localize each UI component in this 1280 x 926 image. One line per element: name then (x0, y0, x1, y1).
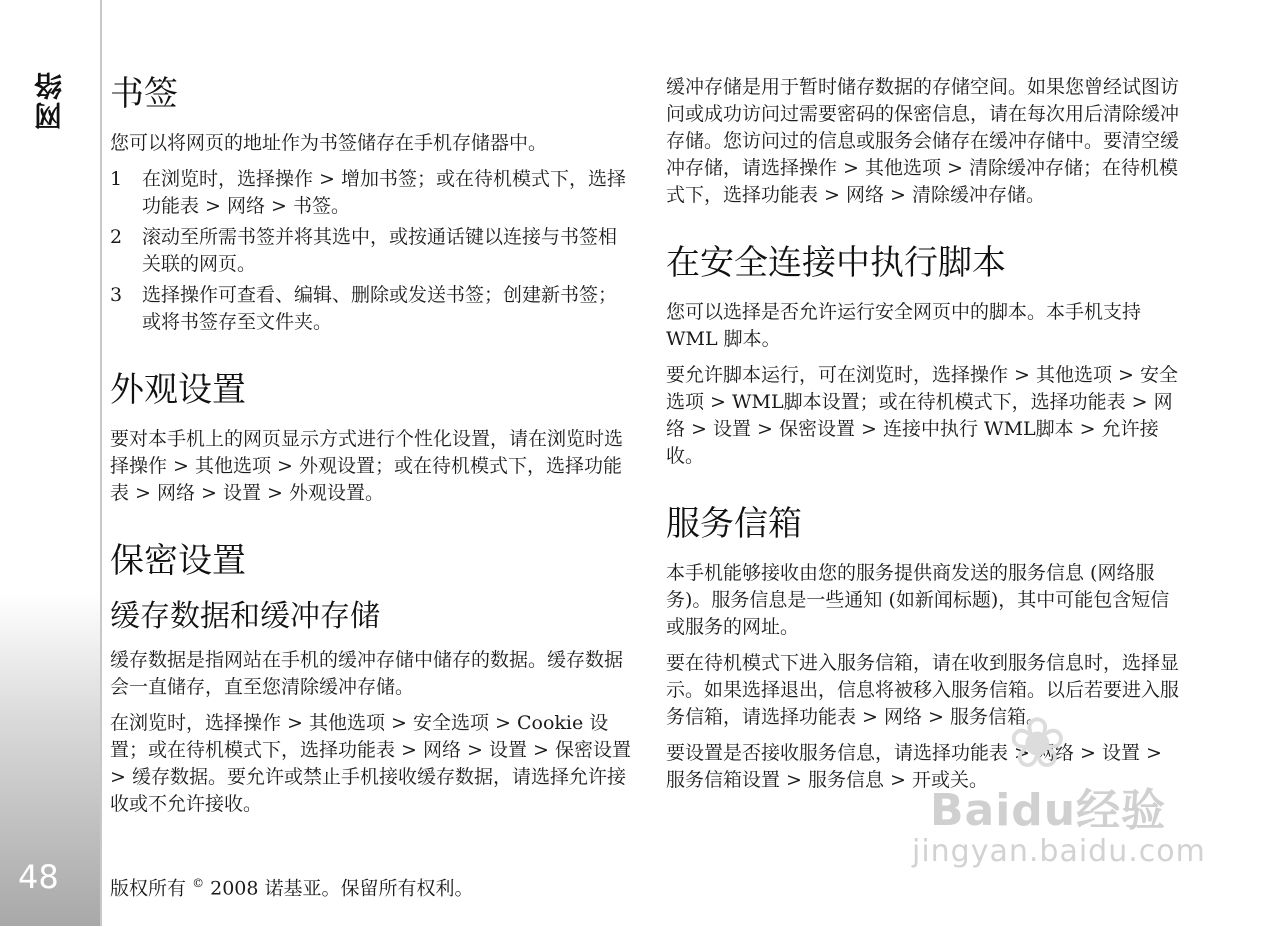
page-number: 48 (18, 858, 59, 896)
bookmarks-intro: 您可以将网页的地址作为书签储存在手机存储器中。 (110, 132, 548, 154)
security-heading: 保密设置 (110, 541, 246, 581)
copyright-symbol: © (192, 876, 205, 890)
cache-subheading: 缓存数据和缓冲存储 (110, 599, 380, 634)
step-text: 选择操作可查看、编辑、删除或发送书签；创建新书签；或将书签存至文件夹。 (142, 284, 618, 333)
left-column (110, 70, 635, 827)
scripts-heading: 在安全连接中执行脚本 (666, 243, 1006, 283)
scripts-paragraph-2: 要允许脚本运行，可在浏览时，选择操作 > 其他选项 > 安全选项 > WML脚本设置；或在待机模式下，选择功能表 > 网络 > 设置 > 保密设置 > 连接中执行 WML脚本 > 允许接收。 (666, 364, 1178, 467)
step-text: 在浏览时，选择操作 > 增加书签；或在待机模式下，选择功能表 > 网络 > 书签。 (142, 168, 627, 217)
copyright-prefix: 版权所有 (110, 877, 187, 900)
list-item (110, 224, 635, 278)
paw-icon: ❀ (1008, 702, 1067, 784)
bookmarks-steps (110, 166, 635, 336)
right-column (666, 74, 1186, 803)
step-text: 滚动至所需书签并将其选中，或按通话键以连接与书签相关联的网页。 (142, 226, 618, 275)
inbox-paragraph-3: 要设置是否接收服务信息，请选择功能表 > 网络 > 设置 > 服务信箱设置 > 服务信息 > 开或关。 (666, 742, 1162, 791)
copyright-text: 2008 诺基亚。保留所有权利。 (210, 877, 474, 900)
appearance-heading: 外观设置 (110, 370, 246, 410)
copyright (110, 870, 474, 902)
inbox-heading: 服务信箱 (666, 504, 802, 544)
appearance-body: 要对本手机上的网页显示方式进行个性化设置，请在浏览时选择操作 > 其他选项 > 外观设置；或在待机模式下，选择功能表 > 网络 > 设置 > 外观设置。 (110, 428, 624, 504)
cache-paragraph-2: 在浏览时，选择操作 > 其他选项 > 安全选项 > Cookie 设置；或在待机模式下，选择功能表 > 网络 > 设置 > 保密设置 > 缓存数据。要允许或禁止手机接收缓存数据，请选择允许接收或不允许接收。 (110, 712, 631, 815)
scripts-paragraph-1: 您可以选择是否允许运行安全网页中的脚本。本手机支持 WML 脚本。 (666, 301, 1142, 350)
step-number: 1 (110, 168, 123, 190)
section-label: 网络 (33, 70, 66, 130)
sidebar (0, 0, 102, 926)
cache-paragraph-1: 缓存数据是指网站在手机的缓冲存储中储存的数据。缓存数据会一直储存，直至您清除缓冲存储。 (110, 649, 624, 698)
inbox-paragraph-2: 要在待机模式下进入服务信箱，请在收到服务信息时，选择显示。如果选择退出，信息将被移入服务信箱。以后若要进入服务信箱，请选择功能表 > 网络 > 服务信箱。 (666, 652, 1180, 728)
inbox-paragraph-1: 本手机能够接收由您的服务提供商发送的服务信息 (网络服务)。服务信息是一些通知 (如新闻标题)，其中可能包含短信或服务的网址。 (666, 562, 1170, 638)
watermark-brand: Baidu经验 (930, 785, 1167, 836)
step-number: 3 (110, 284, 123, 306)
bookmarks-heading: 书签 (110, 74, 178, 114)
watermark (900, 702, 1210, 878)
watermark-url: jingyan.baidu.com (912, 834, 1206, 869)
list-item (110, 282, 635, 336)
list-item (110, 166, 635, 220)
step-number: 2 (110, 226, 123, 248)
cache-paragraph-3: 缓冲存储是用于暂时储存数据的存储空间。如果您曾经试图访问或成功访问过需要密码的保密信息，请在每次用后清除缓冲存储。您访问过的信息或服务会储存在缓冲存储中。要清空缓冲存储，请选择操作 > 其他选项 > 清除缓冲存储；在待机模式下，选择功能表 > 网络 > 清除缓冲存储。 (666, 76, 1180, 206)
